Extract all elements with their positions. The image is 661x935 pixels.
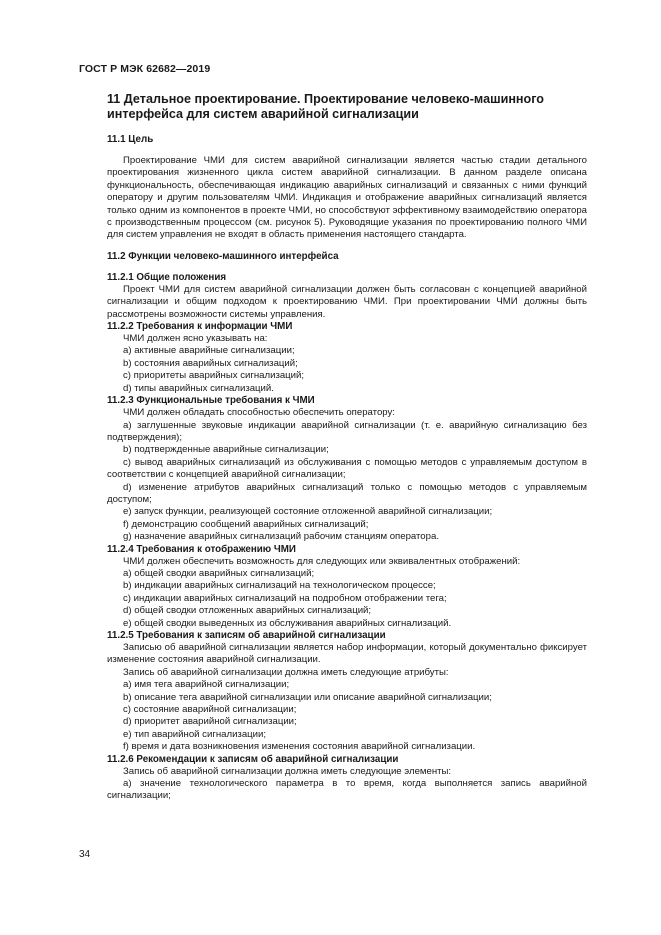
section-11-1-paragraph: Проектирование ЧМИ для систем аварийной сигнализации является частью стадии детального проектирования жизненного цикла систем аварийной сигнализации. В данном разделе описана функциональность, обеспечивающая индикацию аварийных сигнализаций и связанных с ними функций оператору и другим пользователям ЧМИ. Индикация и отображение аварийных сигнализаций является только одним из компонентов в проекте ЧМИ, но способствуют эффективному взаимодействию оператора с производственным процессом (см. рисунок 5). Руководящие указания по проектированию полного ЧМИ для систем управления не входят в область применения настоящего стандарта. [107,155,587,241]
list-item: d) типы аварийных сигнализаций. [123,382,274,394]
section-11-2-5-title: 11.2.5 Требования к записям об аварийной сигнализации [107,630,386,641]
section-11-2-2-title: 11.2.2 Требования к информации ЧМИ [107,321,293,333]
document-header: ГОСТ Р МЭК 62682—2019 [79,63,211,75]
list-item: e) общей сводки выведенных из обслуживания аварийных сигнализаций. [123,617,452,629]
list-item: c) вывод аварийных сигнализаций из обслуживания с помощью методов с управляемым доступом в соответствии с концепцией аварийной сигнализации; [107,456,587,481]
list-item: a) заглушенные звуковые индикации аварийной сигнализации (т. е. аварийную сигнализацию без подтверждения); [107,419,587,443]
section-11-2-5-paragraph: Записью об аварийной сигнализации является набор информации, который документально фиксирует изменение состояния аварийной сигнализации. [107,642,587,666]
list-item: g) назначение аварийных сигнализаций рабочим станциям оператора. [123,531,439,543]
page-content [107,92,587,803]
page-number: 34 [79,849,91,860]
section-11-2-title: 11.2 Функции человеко-машинного интерфейса [107,250,339,262]
list-item: b) состояния аварийных сигнализаций; [123,357,298,369]
list-item: d) изменение атрибутов аварийных сигнализаций только с помощью методов с управляемым доступом; [107,481,587,505]
list-item: a) активные аварийные сигнализации; [123,345,295,357]
section-11-2-6-title: 11.2.6 Рекомендации к записям об аварийной сигнализации [107,753,399,765]
section-11-1-title: 11.1 Цель [107,134,154,145]
section-11-2-1-paragraph: Проект ЧМИ для систем аварийной сигнализации должен быть согласован с концепцией аварийной сигнализации и общим подходом к проектированию ЧМИ. При проектировании ЧМИ должны быть рассмотрены возможности системы управления. [107,283,587,320]
section-11-2-6-intro: Запись об аварийной сигнализации должна иметь следующие элементы: [123,765,452,777]
section-11-title: 11 Детальное проектирование. Проектирование человеко-машинного интерфейса для систем аварийной сигнализации [107,92,545,121]
list-item: a) общей сводки аварийных сигнализаций; [123,567,315,579]
list-item: e) тип аварийной сигнализации; [123,728,267,740]
list-item: b) подтвержденные аварийные сигнализации; [123,444,329,456]
list-item: b) индикации аварийных сигнализаций на технологическом процессе; [123,580,436,592]
list-item: c) приоритеты аварийных сигнализаций; [123,370,305,382]
list-item: f) время и дата возникновения изменения состояния аварийной сигнализации. [123,741,476,753]
section-11-2-3-intro: ЧМИ должен обладать способностью обеспечить оператору: [123,407,395,419]
list-item: c) индикации аварийных сигнализаций на подробном отображении тега; [123,592,447,604]
list-item: e) запуск функции, реализующей состояние отложенной аварийной сигнализации; [123,506,493,518]
list-item: a) значение технологического параметра в то время, когда выполняется запись аварийной сигнализации; [107,778,587,802]
section-11-2-5-intro: Запись об аварийной сигнализации должна иметь следующие атрибуты: [123,666,449,678]
list-item: b) описание тега аварийной сигнализации или описание аварийной сигнализации; [123,691,492,703]
list-item: f) демонстрацию сообщений аварийных сигнализаций; [123,518,369,530]
list-item: c) состояние аварийной сигнализации; [123,704,297,716]
section-11-2-4-title: 11.2.4 Требования к отображению ЧМИ [107,543,296,555]
list-item: a) имя тега аварийной сигнализации; [123,679,290,691]
list-item: d) приоритет аварийной сигнализации; [123,716,297,728]
section-11-2-4-intro: ЧМИ должен обеспечить возможность для следующих или эквивалентных отображений: [123,555,521,567]
list-item: d) общей сводки отложенных аварийных сигнализаций; [123,605,372,617]
section-11-2-1-title: 11.2.1 Общие положения [107,271,227,283]
section-11-2-2-intro: ЧМИ должен ясно указывать на: [123,333,268,345]
section-11-2-3-title: 11.2.3 Функциональные требования к ЧМИ [107,395,315,407]
